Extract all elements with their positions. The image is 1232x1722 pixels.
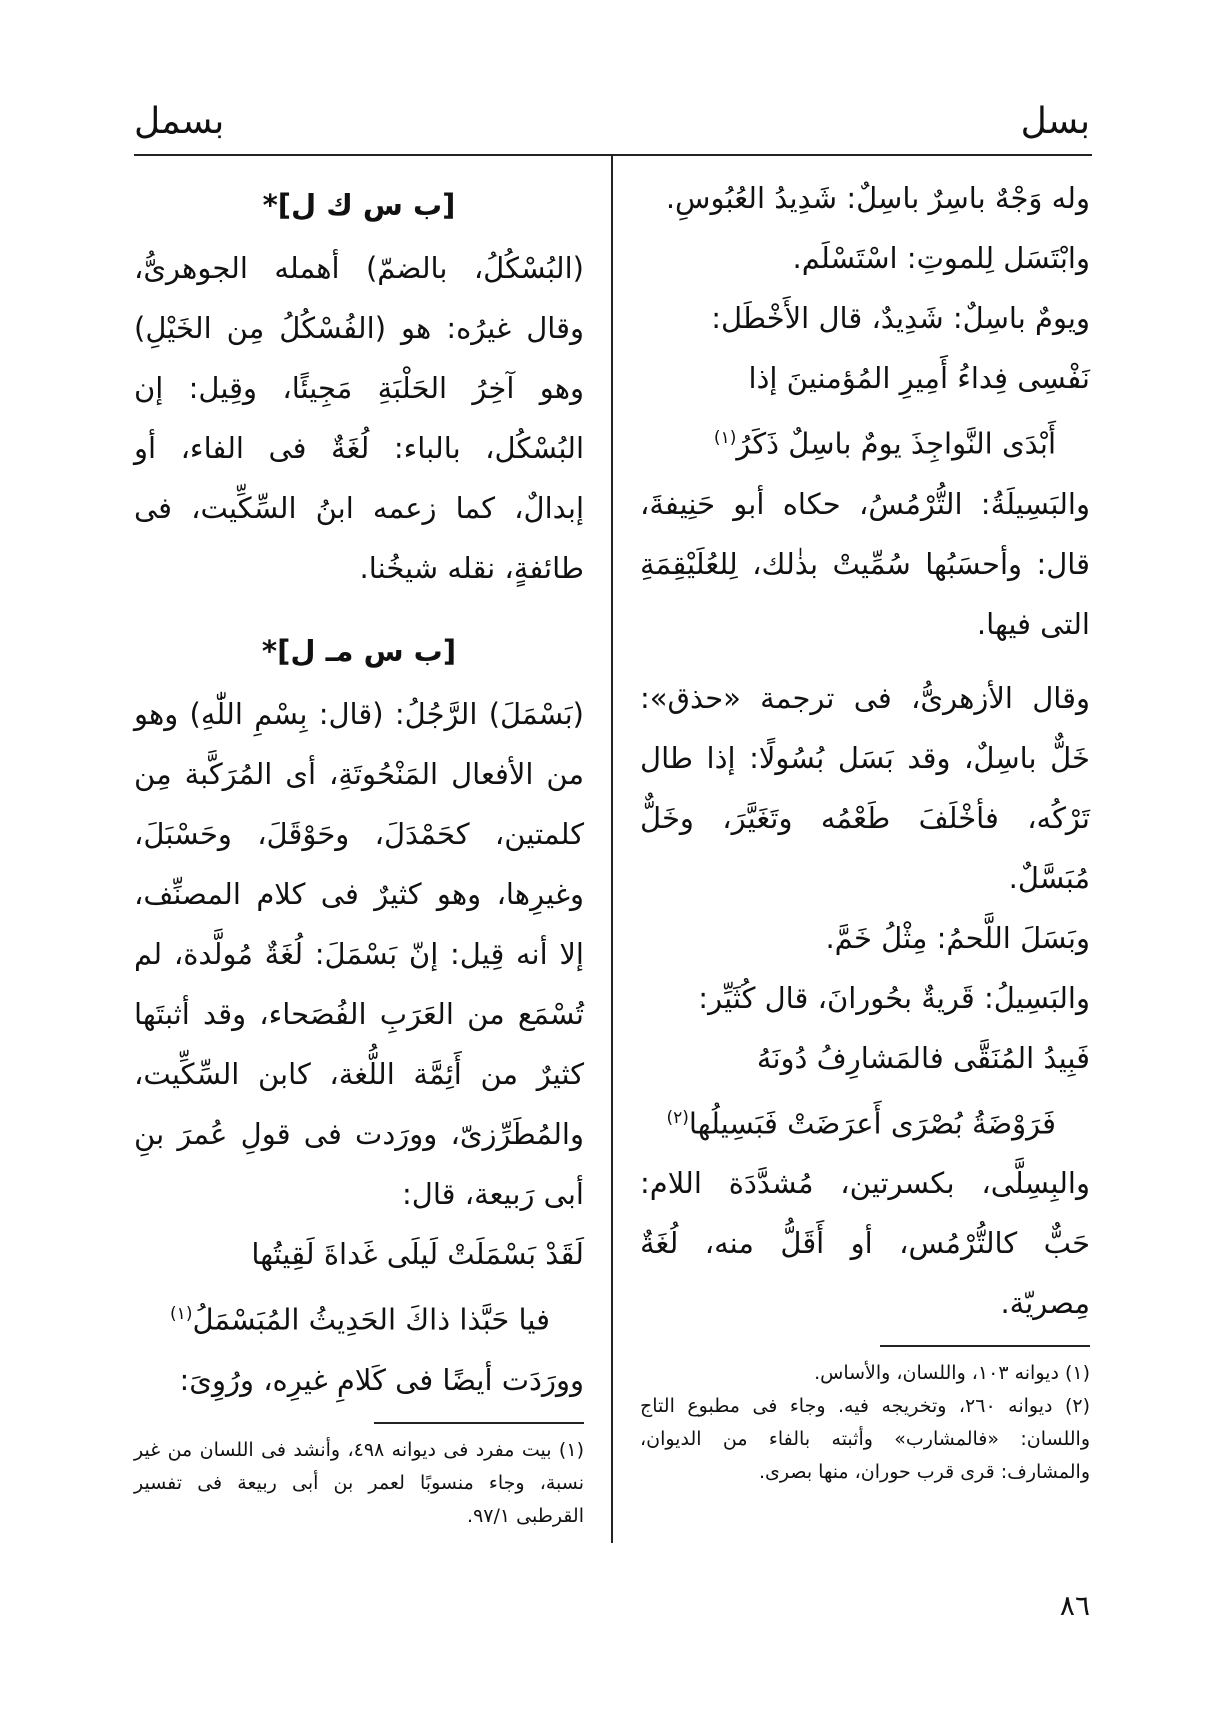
left-column xyxy=(134,168,584,1533)
column-divider xyxy=(611,156,613,1543)
entry-heading: [ب س ك ل]* xyxy=(262,188,456,222)
verse-hemistich: فَرَوْضَةُ بُصْرَى أَعرَضَتْ فَبَسِيلُها$^{(٢)}$ xyxy=(666,1106,1056,1141)
paragraph: (البُسْكُلُ، بالضمّ) أهمله الجوهرىُّ، وقال غيرُه: هو (الفُسْكُلُ مِن الخَيْلِ) وهو آخِرُ الحَلْبَةِ مَجِيئًا، وقِيل: إن البُسْكُل، بالباء: لُغَةٌ فى الفاء، أو إبدالٌ، كما زعمه ابنُ السِّكِّيت، فى طائفةٍ، نقله شيخُنا. xyxy=(134,251,584,585)
footnote: (١) بيت مفرد فى ديوانه ٤٩٨، وأنشد فى اللسان من غير نسبة، وجاء منسوبًا لعمر بن أبى ربيعة فى تفسير القرطبى ٩٧/١. xyxy=(134,1438,584,1527)
verse-hemistich: فَبِيدُ المُنَقَّى فالمَشارِفُ دُونَهُ xyxy=(756,1040,1090,1075)
footnote-marker: (٢) xyxy=(666,1107,689,1128)
text-line: وله وَجْهٌ باسِرٌ باسِلٌ: شَدِيدُ العُبُوسِ. xyxy=(665,181,1090,215)
paragraph: وبَسَلَ اللَّحمُ: مِثْلُ خَمَّ. xyxy=(825,920,1090,955)
page-number: ٨٦ xyxy=(1059,1589,1090,1622)
text-line: وابْتَسَل لِلموتِ: اسْتَسْلَم. xyxy=(792,241,1090,275)
text-line: ويومٌ باسِلٌ: شَدِيدٌ، قال الأَخْطَل: xyxy=(711,301,1090,335)
paragraph: وورَدَت أيضًا فى كَلامِ غيرِه، ورُوِىَ: xyxy=(179,1362,584,1397)
footnote-rule xyxy=(374,1422,584,1424)
footnote-marker: (١) xyxy=(713,428,737,448)
paragraph: والبَسِيلُ: قَريةٌ بحُورانَ، قال كُثَيِّر: xyxy=(698,980,1090,1015)
verse-hemistich: لَقَدْ بَسْمَلَتْ لَيلَى غَداةَ لَقِيتُها xyxy=(251,1237,584,1271)
header-rule xyxy=(134,154,1092,156)
paragraph: والبِسِلَّى، بكسرتين، مُشدَّدَة اللام: حَبٌّ كالتُّرْمُس، أو أَقَلُّ منه، لُغَةٌ مِصريّة. xyxy=(640,1166,1090,1321)
verse-hemistich: نَفْسِى فِداءُ أَمِيرِ المُؤمنينَ إذا xyxy=(748,361,1090,395)
paragraph: (بَسْمَلَ) الرَّجُلُ: (قال: بِسْمِ اللّٰهِ) وهو من الأفعال المَنْحُوتَةِ، أى المُرَكَّبة مِن كلمتين، كحَمْدَلَ، وحَوْقَلَ، وحَسْبَلَ، وغيرِها، وهو كثيرٌ فى كلام المصنِّف، إلا أنه قِيل: إنّ بَسْمَلَ: لُغَةٌ مُولَّدة، لم تُسْمَع من العَرَبِ الفُصَحاء، وقد أثبتَها كثيرٌ من أَئِمَّة اللُّغة، كابن السِّكِّيت، والمُطَرِّزىّ، وورَدت فى قولِ عُمرَ بنِ أبى رَبيعة، قال: xyxy=(134,697,584,1211)
verse-hemistich: أَبْدَى النَّواجِذَ يومٌ باسِلٌ ذَكَرُ$^{(١)}$ xyxy=(713,426,1056,461)
entry-heading: [ب س مـ ل]* xyxy=(261,634,457,668)
verse-hemistich: فيا حَبَّذا ذاكَ الحَدِيثُ المُبَسْمَلُ$^{(١)}$ xyxy=(170,1302,550,1337)
running-header-right: بسل xyxy=(1020,101,1090,142)
right-column xyxy=(640,168,1090,1489)
paragraph: وقال الأزهرىُّ، فى ترجمة «حذق»: خَلٌّ باسِلٌ، وقد بَسَل بُسُولًا: إذا طال تَرْكُه، فأخْلَفَ طَعْمُه وتَغَيَّرَ، وخَلٌّ مُبَسَّلٌ. xyxy=(640,680,1090,895)
footnote: (٢) ديوانه ٢٦٠، وتخريجه فيه. وجاء فى مطبوع التاج واللسان: «فالمشارب» وأثبته بالفاء من الديوان، والمشارف: قرى قرب حوران، منها بصرى. xyxy=(640,1395,1090,1484)
running-header-left: بسمل xyxy=(134,101,225,142)
paragraph: والبَسِيلَةُ: التُّرْمُسُ، حكاه أبو حَنِيفةَ، قال: وأحسَبُها سُمِّيتْ بذٰلك، لِلعُلَيْقِمَةِ التى فيها. xyxy=(640,486,1090,641)
footnote-rule xyxy=(880,1345,1090,1347)
footnote: (١) ديوانه ١٠٣، واللسان، والأساس. xyxy=(814,1362,1090,1385)
footnote-marker: (١) xyxy=(170,1304,193,1324)
